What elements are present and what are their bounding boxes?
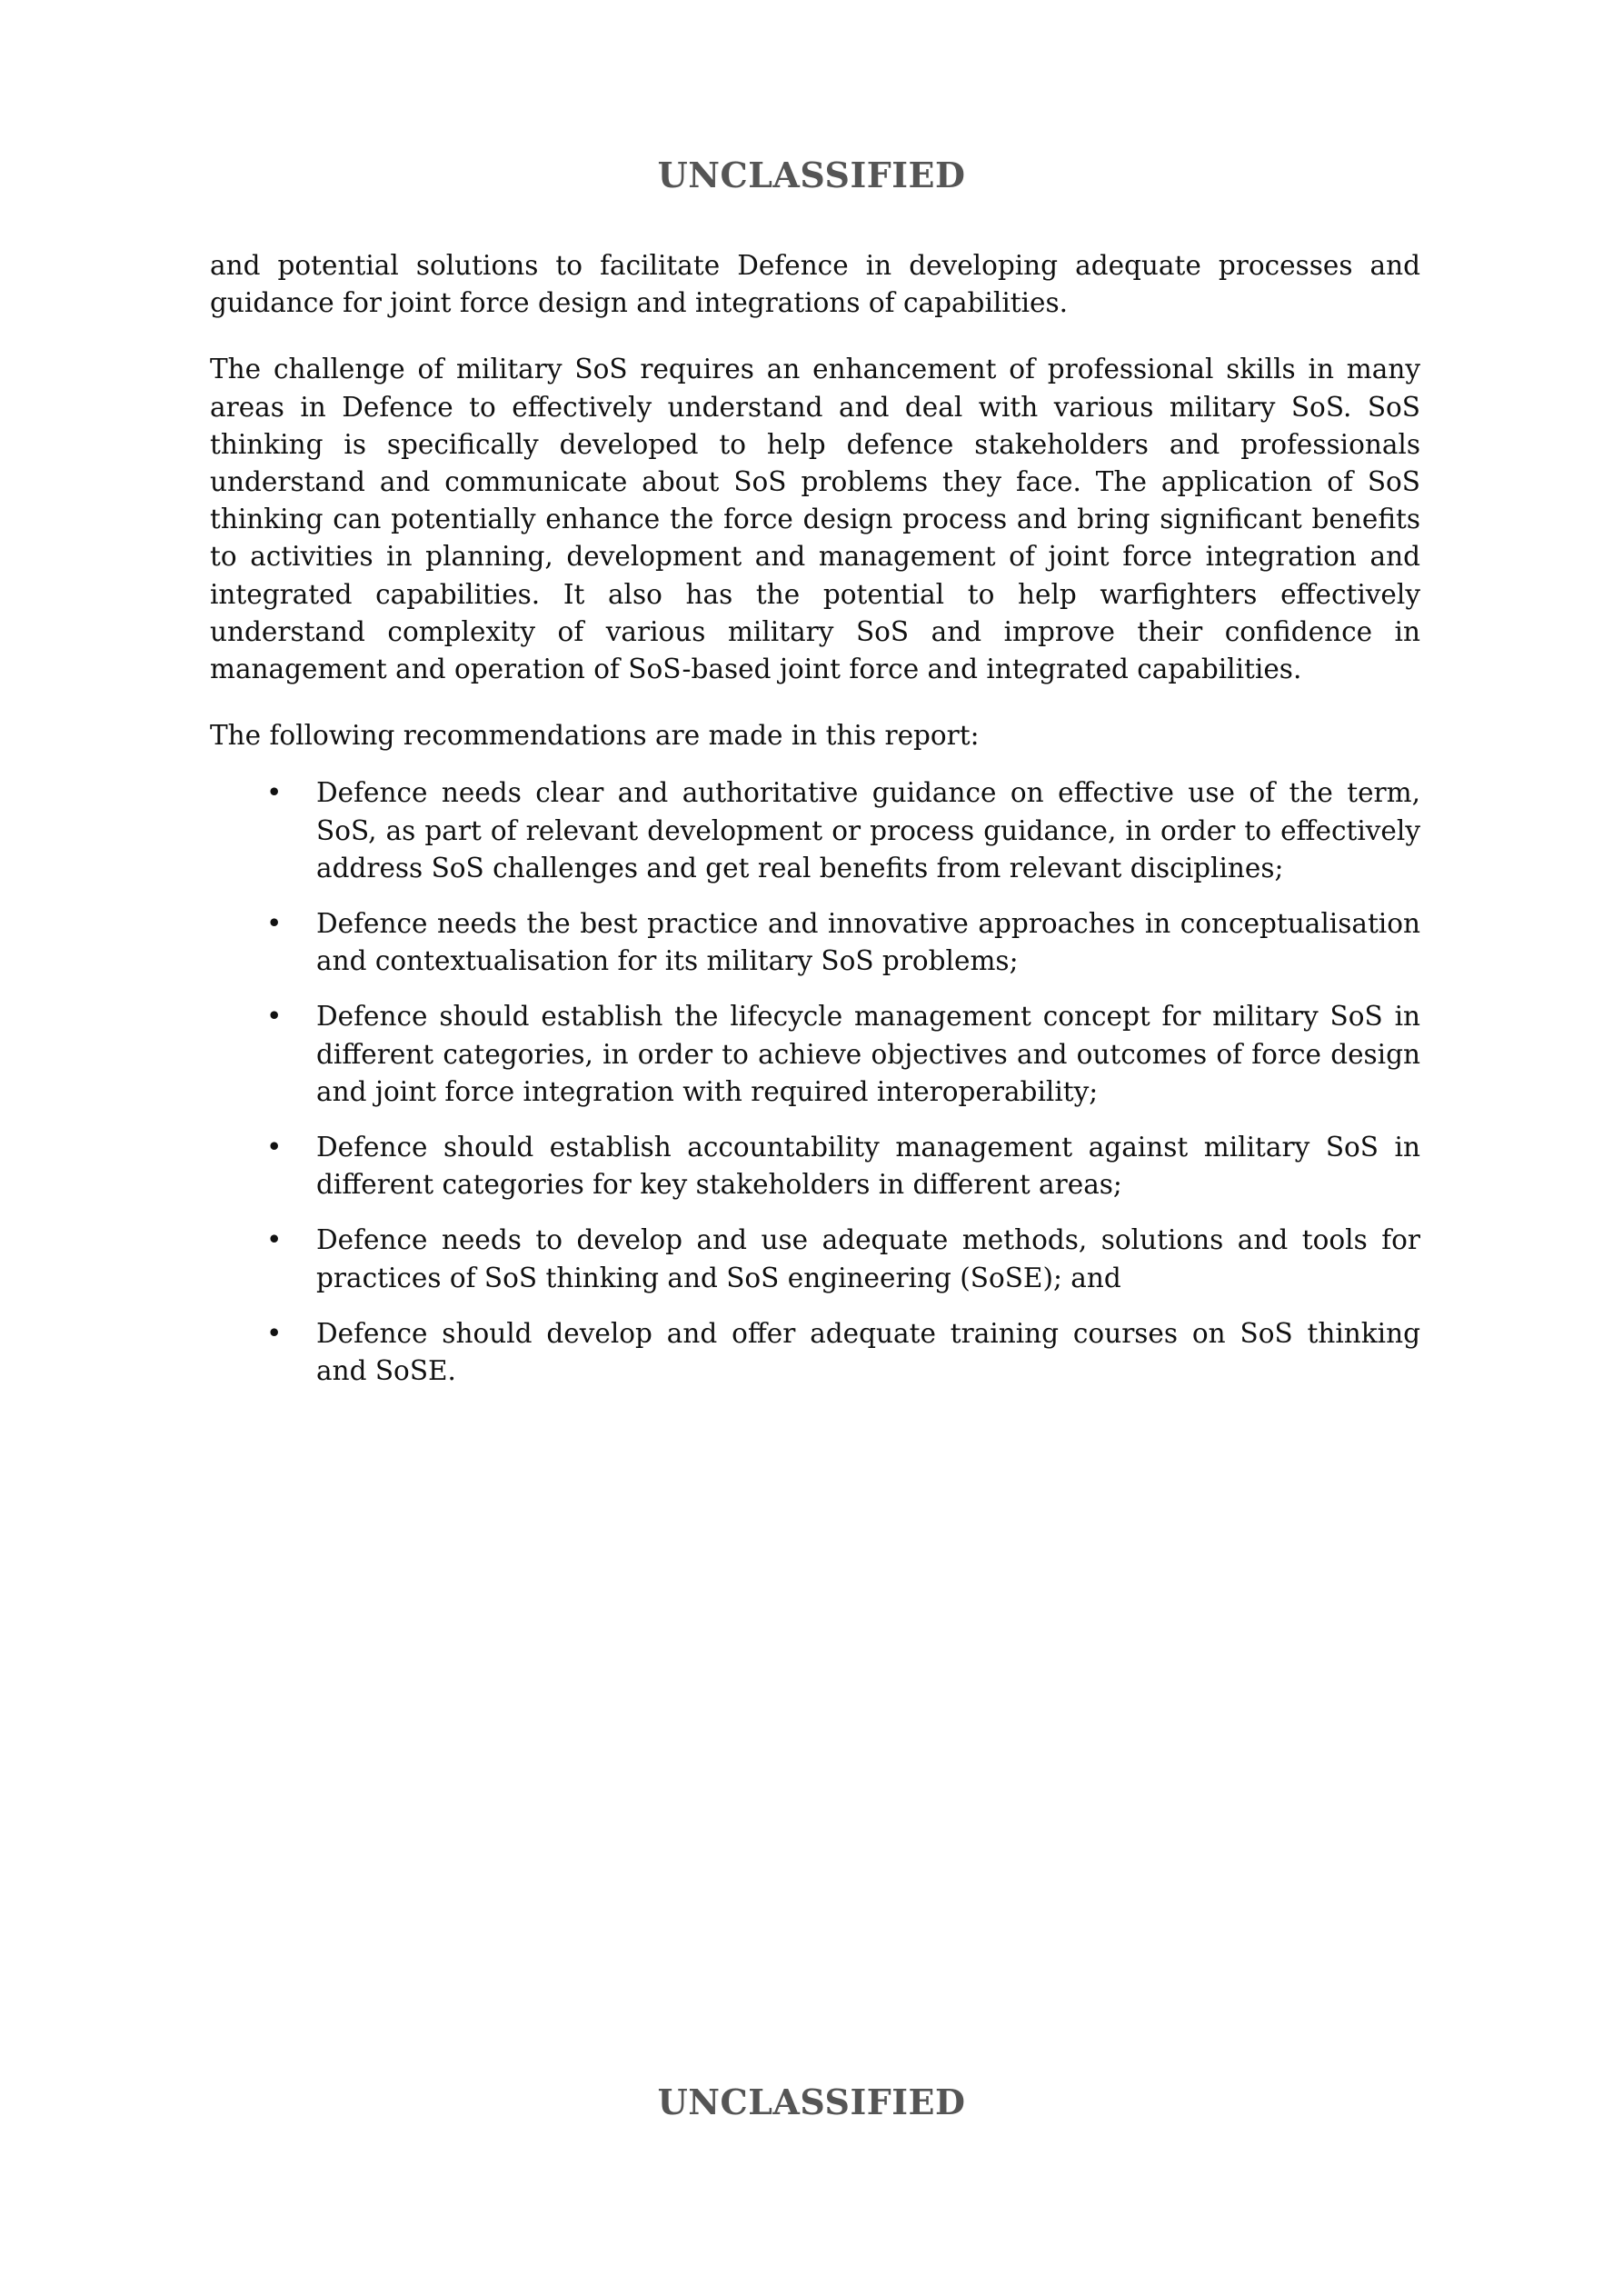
recommendation-text: Defence should establish accountability management against military SoS in different categories for key stakeholders in different areas; <box>316 1132 1420 1201</box>
list-item <box>210 1222 1420 1296</box>
list-item <box>210 774 1420 887</box>
list-item <box>210 998 1420 1111</box>
list-item <box>210 905 1420 980</box>
bullet-icon: • <box>266 777 283 809</box>
bullet-icon: • <box>266 1317 283 1349</box>
recommendation-text: Defence needs the best practice and innovative approaches in conceptualisation and contextualisation for its military SoS problems; <box>316 908 1420 977</box>
recommendation-text: Defence needs to develop and use adequate methods, solutions and tools for practices of SoS thinking and SoS engineering (SoSE); and <box>316 1224 1420 1293</box>
list-item <box>210 1315 1420 1390</box>
bullet-icon: • <box>266 908 283 940</box>
list-item <box>210 1129 1420 1203</box>
bullet-icon: • <box>266 1001 283 1033</box>
paragraph-sos-challenge: The challenge of military SoS requires an enhancement of professional skills in many areas in Defence to effectively understand and deal with various military SoS. SoS thinking is specifically developed to help defence stakeholders and professionals understand and communicate about SoS problems they face. The application of SoS thinking can potentially enhance the force design process and bring significant benefits to activities in planning, development and management of joint force integration and integrated capabilities. It also has the potential to help warfighters effectively understand complexity of various military SoS and improve their confidence in management and operation of SoS-based joint force and integrated capabilities. <box>210 354 1420 685</box>
classification-header: UNCLASSIFIED <box>657 155 966 195</box>
paragraph-recommendations-lead: The following recommendations are made in this report: <box>210 720 980 752</box>
document-body <box>210 247 1420 1408</box>
recommendation-text: Defence needs clear and authoritative guidance on effective use of the term, SoS, as part of relevant development or process guidance, in order to effectively address SoS challenges and get real benefits from relevant disciplines; <box>316 777 1420 883</box>
bullet-icon: • <box>266 1224 283 1256</box>
recommendations-list <box>210 774 1420 1390</box>
classification-footer: UNCLASSIFIED <box>657 2081 966 2122</box>
paragraph-intro-continuation: and potential solutions to facilitate Defence in developing adequate processes and guidance for joint force design and integrations of capabilities. <box>210 250 1420 319</box>
bullet-icon: • <box>266 1132 283 1163</box>
recommendation-text: Defence should develop and offer adequate training courses on SoS thinking and SoSE. <box>316 1317 1420 1387</box>
recommendation-text: Defence should establish the lifecycle management concept for military SoS in different categories, in order to achieve objectives and outcomes of force design and joint force integration with required interoperability; <box>316 1001 1420 1107</box>
